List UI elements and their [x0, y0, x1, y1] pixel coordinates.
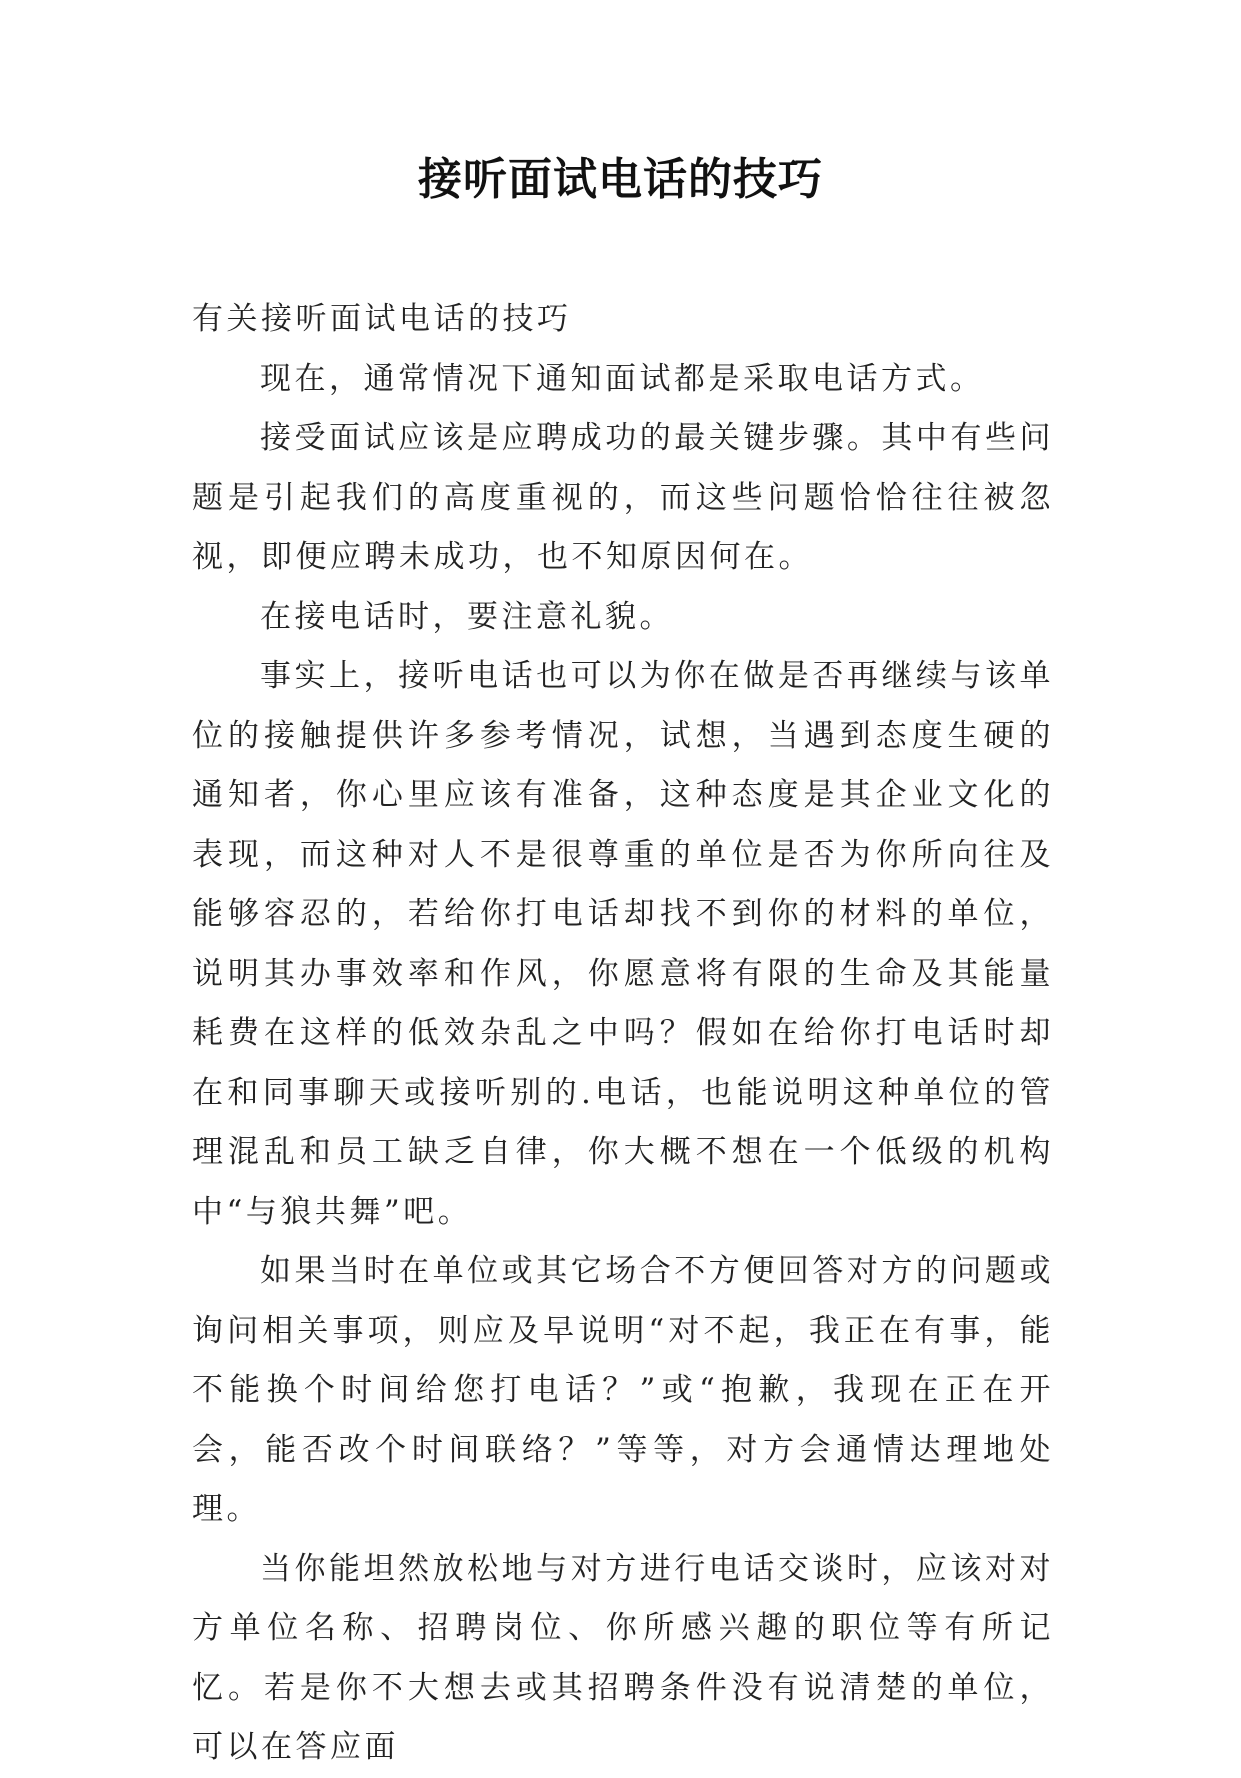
paragraph: 事实上，接听电话也可以为你在做是否再继续与该单位的接触提供许多参考情况，试想，当遇到态度生硬的通知者，你心里应该有准备，这种态度是其企业文化的表现，而这种对人不是很尊重的单位是否为你所向往及能够容忍的，若给你打电话却找不到你的材料的单位，说明其办事效率和作风，你愿意将有限的生命及其能量耗费在这样的低效杂乱之中吗？假如在给你打电话时却在和同事聊天或接听别的.电话，也能说明这种单位的管理混乱和员工缺乏自律，你大概不想在一个低级的机构中“与狼共舞”吧。: [192, 658, 1054, 1230]
paragraph: 接受面试应该是应聘成功的最关键步骤。其中有些问题是引起我们的高度重视的，而这些问题恰恰往往被忽视，即便应聘未成功，也不知原因何在。: [192, 420, 1054, 575]
paragraph: 现在，通常情况下通知面试都是采取电话方式。: [260, 360, 985, 397]
paragraph: 如果当时在单位或其它场合不方便回答对方的问题或询问相关事项，则应及早说明“对不起，我正在有事，能不能换个时间给您打电话？”或“抱歉，我现在正在开会，能否改个时间联络？”等等，对方会通情达理地处理。: [192, 1253, 1054, 1527]
paragraph-subtitle: 有关接听面试电话的技巧: [192, 301, 572, 337]
paragraph: 在接电话时，要注意礼貌。: [260, 598, 674, 635]
document-body: [192, 290, 1054, 1778]
document-title: 接听面试电话的技巧: [418, 154, 823, 205]
paragraph: 当你能坦然放松地与对方进行电话交谈时，应该对对方单位名称、招聘岗位、你所感兴趣的职位等有所记忆。若是你不大想去或其招聘条件没有说清楚的单位，可以在答应面: [192, 1550, 1054, 1765]
